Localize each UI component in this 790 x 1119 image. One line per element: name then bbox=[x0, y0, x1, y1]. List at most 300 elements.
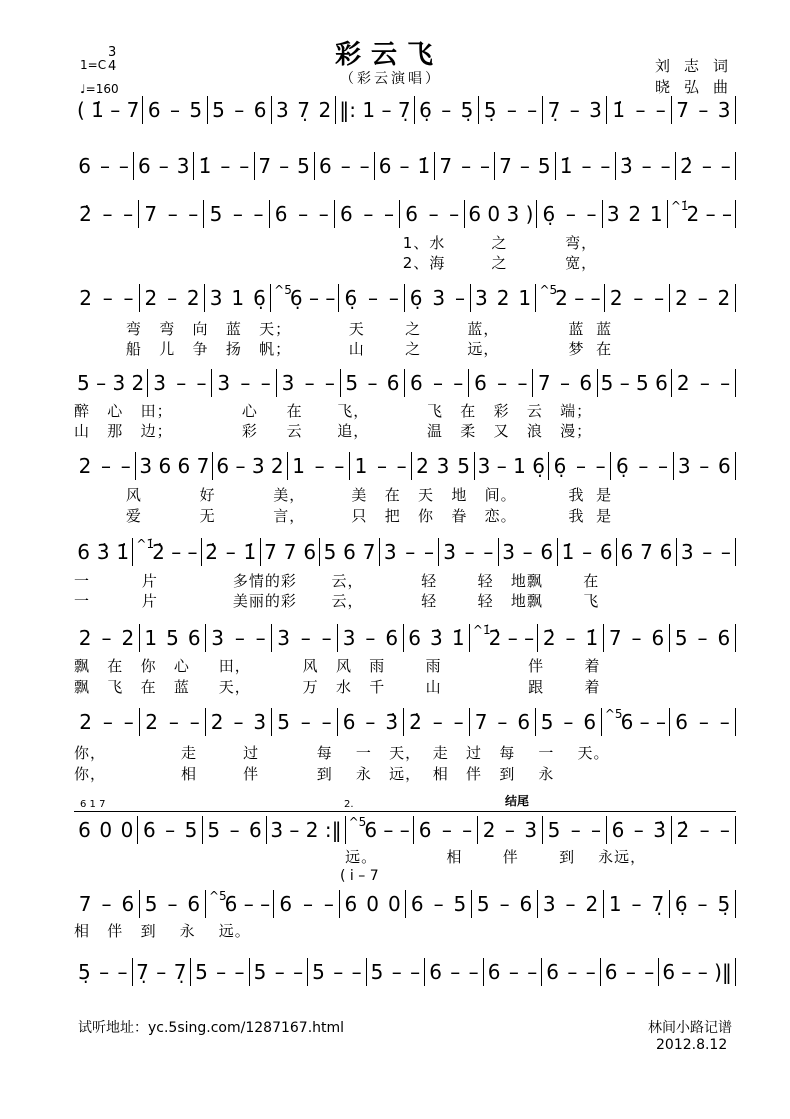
note: 5 bbox=[540, 710, 560, 734]
lyric-line: 飘 在 你 心 田， 风 风 雨 雨 伴 着 bbox=[74, 657, 601, 675]
note: 6 bbox=[579, 371, 593, 395]
measure bbox=[74, 816, 138, 844]
song-title: 彩云飞 bbox=[335, 40, 444, 70]
note: 6 bbox=[429, 960, 449, 984]
measure bbox=[74, 538, 133, 566]
note: 5 bbox=[277, 710, 297, 734]
note: – bbox=[595, 454, 606, 478]
measure bbox=[336, 96, 414, 124]
note: – bbox=[351, 960, 362, 984]
grace-note: ^5 bbox=[604, 707, 623, 721]
note: – bbox=[560, 371, 577, 395]
music-row bbox=[74, 152, 736, 180]
measure bbox=[670, 890, 736, 918]
note: ‖: bbox=[339, 98, 363, 122]
note: 2 bbox=[79, 710, 99, 734]
note: 6 bbox=[342, 710, 362, 734]
measure bbox=[277, 369, 341, 397]
note: 5 bbox=[189, 98, 203, 122]
measure bbox=[380, 538, 439, 566]
note: 2̇ bbox=[79, 202, 99, 226]
note: 7 bbox=[439, 154, 459, 178]
measure bbox=[203, 816, 267, 844]
measure bbox=[415, 96, 479, 124]
note: 2 bbox=[78, 454, 98, 478]
note: 5 bbox=[207, 818, 227, 842]
note: 6̣ bbox=[253, 286, 266, 310]
measure bbox=[549, 452, 611, 480]
note: 6 bbox=[474, 371, 494, 395]
note: 5 bbox=[144, 892, 164, 916]
note: 2 bbox=[121, 626, 135, 650]
note: 2 bbox=[717, 286, 731, 310]
note: 7 bbox=[499, 154, 519, 178]
note: 5 bbox=[547, 818, 567, 842]
measure bbox=[672, 816, 736, 844]
note: 1̇ bbox=[116, 540, 130, 564]
note: 6 bbox=[216, 454, 236, 478]
note: 6 bbox=[418, 818, 438, 842]
note: – bbox=[464, 540, 482, 564]
measure bbox=[148, 369, 212, 397]
measure bbox=[405, 369, 469, 397]
note: 6̣ bbox=[615, 454, 636, 478]
measure bbox=[543, 96, 607, 124]
note: 5 bbox=[457, 454, 470, 478]
time-signature bbox=[108, 46, 116, 74]
note: – bbox=[156, 960, 173, 984]
lyric-line: 2、海 之 宽， bbox=[74, 254, 598, 272]
measure bbox=[404, 624, 470, 652]
measure bbox=[598, 369, 672, 397]
note: 1 bbox=[362, 98, 382, 122]
note: – bbox=[483, 540, 494, 564]
note: – bbox=[302, 892, 320, 916]
lyric-line: 弯 弯 向 蓝 天； 天 之 蓝， 蓝 蓝 bbox=[74, 320, 613, 338]
measure bbox=[308, 958, 367, 986]
note: 2 bbox=[628, 202, 648, 226]
measure bbox=[338, 708, 404, 736]
note: – bbox=[590, 286, 601, 310]
note: – bbox=[410, 960, 421, 984]
note: – bbox=[189, 710, 200, 734]
note: – bbox=[698, 710, 716, 734]
note: 2 bbox=[675, 286, 695, 310]
note: 2 bbox=[609, 286, 629, 310]
tempo-mark: ♩=160 bbox=[80, 82, 119, 96]
note: – bbox=[655, 98, 666, 122]
measure bbox=[469, 369, 533, 397]
note: 6 bbox=[274, 202, 294, 226]
note: 2 bbox=[676, 371, 696, 395]
note: 3 bbox=[383, 540, 403, 564]
note: 2 bbox=[186, 286, 200, 310]
note: 2̇ bbox=[409, 710, 429, 734]
note: – bbox=[432, 371, 450, 395]
note: – bbox=[565, 202, 583, 226]
note: – bbox=[120, 454, 131, 478]
lyric-line: 飘 飞 在 蓝 天， 万 水 千 山 跟 着 bbox=[74, 678, 601, 696]
note: 2 bbox=[585, 892, 599, 916]
note: 3 bbox=[502, 540, 522, 564]
note: 7 bbox=[362, 540, 376, 564]
note: 6 bbox=[405, 202, 425, 226]
note: 7 bbox=[196, 454, 210, 478]
note: – bbox=[433, 892, 450, 916]
note: – bbox=[591, 818, 602, 842]
measure bbox=[341, 369, 405, 397]
note: 6 bbox=[158, 454, 178, 478]
note: 3 bbox=[542, 892, 562, 916]
note: 6 bbox=[147, 98, 167, 122]
volta-notes: 6 1 7 bbox=[80, 799, 106, 810]
music-row bbox=[74, 958, 736, 986]
note: – bbox=[99, 154, 117, 178]
note: – bbox=[300, 626, 318, 650]
note: – bbox=[449, 202, 460, 226]
note: – bbox=[289, 818, 306, 842]
note: – bbox=[517, 371, 528, 395]
note: 6̣ bbox=[344, 286, 364, 310]
note: 6̣ bbox=[542, 202, 562, 226]
music-row bbox=[74, 284, 736, 312]
measure bbox=[668, 200, 736, 228]
note: 3 bbox=[717, 98, 731, 122]
note: – bbox=[719, 710, 730, 734]
note: – bbox=[720, 371, 731, 395]
note: 6̣ bbox=[419, 98, 439, 122]
lyric-line: 一 片 多情的彩 云， 轻 轻 地飘 在 bbox=[74, 572, 600, 590]
lyric-line: 爱 无 言， 只 把 你 眷 恋。 我 是 bbox=[74, 507, 613, 525]
note: 5 bbox=[166, 626, 186, 650]
note: 2 bbox=[210, 710, 230, 734]
note: 2 bbox=[145, 710, 165, 734]
note: 3 bbox=[270, 818, 290, 842]
measure bbox=[672, 369, 736, 397]
measure bbox=[556, 152, 616, 180]
measure bbox=[74, 890, 140, 918]
note: – bbox=[585, 960, 596, 984]
grace-note: ^1̇ bbox=[136, 537, 155, 551]
note: 6 bbox=[78, 818, 98, 842]
note: – bbox=[365, 710, 382, 734]
note: 2 bbox=[78, 626, 98, 650]
note: 0 bbox=[388, 892, 401, 916]
note: – bbox=[633, 286, 650, 310]
note: 2 bbox=[144, 286, 164, 310]
note: 3 bbox=[506, 202, 526, 226]
note: – bbox=[253, 202, 264, 226]
note: – bbox=[633, 818, 651, 842]
note: – bbox=[102, 710, 120, 734]
note: – bbox=[110, 98, 127, 122]
note: – bbox=[101, 454, 118, 478]
measure bbox=[140, 708, 206, 736]
note: 6 bbox=[651, 626, 665, 650]
note: – bbox=[235, 454, 252, 478]
note: 3 bbox=[277, 626, 297, 650]
grace-note: ^5 bbox=[274, 283, 292, 297]
measure bbox=[367, 958, 426, 986]
measure bbox=[611, 452, 673, 480]
note: – bbox=[660, 154, 671, 178]
coda-label: 结尾 bbox=[505, 794, 530, 808]
note: 5 bbox=[674, 626, 694, 650]
measure bbox=[616, 152, 676, 180]
note: – bbox=[705, 202, 722, 226]
measure bbox=[140, 890, 206, 918]
note: – bbox=[565, 626, 582, 650]
note: – bbox=[234, 960, 245, 984]
measure bbox=[412, 452, 474, 480]
note: – bbox=[644, 960, 655, 984]
note: – bbox=[654, 286, 665, 310]
note: 3 bbox=[475, 286, 495, 310]
note: 5̣ bbox=[483, 98, 503, 122]
note: 3̇ bbox=[385, 710, 399, 734]
measure bbox=[607, 96, 671, 124]
measure bbox=[335, 200, 400, 228]
note: – bbox=[639, 710, 657, 734]
note: 3 bbox=[217, 371, 237, 395]
note: 6 bbox=[385, 626, 399, 650]
note: 5 bbox=[370, 960, 390, 984]
note: 6̣ bbox=[532, 454, 545, 478]
note: 2 bbox=[79, 286, 99, 310]
note: – bbox=[575, 454, 593, 478]
note: 1 bbox=[518, 286, 532, 310]
note: 5 bbox=[345, 371, 365, 395]
music-row bbox=[74, 708, 736, 736]
note: 6 bbox=[279, 892, 299, 916]
note: 3 bbox=[112, 371, 132, 395]
measure bbox=[140, 284, 206, 312]
note: 5 bbox=[209, 202, 229, 226]
note: 2̇ bbox=[680, 154, 700, 178]
grace-note: ^5 bbox=[539, 283, 558, 297]
note: 6̣ bbox=[289, 286, 309, 310]
note: – bbox=[508, 960, 526, 984]
note: 6 bbox=[487, 960, 507, 984]
measure bbox=[138, 816, 202, 844]
note: – bbox=[171, 540, 188, 564]
note: – bbox=[101, 892, 118, 916]
note: 0 bbox=[366, 892, 386, 916]
note: – bbox=[619, 371, 637, 395]
measure bbox=[272, 624, 338, 652]
note: )‖ bbox=[714, 960, 732, 984]
note: – bbox=[497, 710, 514, 734]
note: – bbox=[167, 892, 184, 916]
measure bbox=[206, 624, 272, 652]
note: – bbox=[340, 154, 358, 178]
music-row bbox=[74, 200, 736, 228]
note: – bbox=[325, 286, 336, 310]
note: 1̇ bbox=[612, 98, 632, 122]
note: 3̇ bbox=[96, 540, 116, 564]
measure bbox=[472, 890, 538, 918]
note: – bbox=[635, 98, 652, 122]
note: – bbox=[240, 371, 257, 395]
note: 6 bbox=[409, 371, 430, 395]
note: – bbox=[461, 154, 478, 178]
music-row bbox=[74, 624, 736, 652]
note: – bbox=[720, 540, 731, 564]
note: – bbox=[625, 960, 643, 984]
measure bbox=[338, 624, 404, 652]
note: 6 bbox=[343, 540, 363, 564]
note: 2 bbox=[686, 202, 706, 226]
note: 3 bbox=[680, 540, 700, 564]
measure bbox=[406, 890, 472, 918]
note: – bbox=[698, 98, 715, 122]
note: 2̇ bbox=[152, 540, 172, 564]
note: 6 bbox=[319, 154, 339, 178]
note: – bbox=[233, 710, 250, 734]
note: – bbox=[188, 202, 199, 226]
note: 7̣ bbox=[397, 98, 411, 122]
note: 7̣ bbox=[547, 98, 567, 122]
measure bbox=[479, 96, 543, 124]
note: – bbox=[308, 286, 326, 310]
measure bbox=[538, 624, 604, 652]
measure bbox=[140, 624, 206, 652]
note: – bbox=[697, 286, 715, 310]
time-top: 3 bbox=[108, 45, 117, 60]
note: – bbox=[383, 818, 400, 842]
note: 3̇ bbox=[430, 626, 450, 650]
note: 3 bbox=[342, 626, 362, 650]
note: – bbox=[118, 154, 129, 178]
measure bbox=[346, 816, 414, 844]
note: – bbox=[586, 202, 597, 226]
note: 5 bbox=[636, 371, 656, 395]
lyric-line: 船 儿 争 扬 帆； 山 之 远， 梦 在 bbox=[74, 340, 613, 358]
note: 7 bbox=[283, 540, 303, 564]
measure bbox=[74, 624, 140, 652]
note: – bbox=[454, 286, 465, 310]
note: 3 bbox=[209, 286, 229, 310]
measure bbox=[475, 452, 549, 480]
note: 7 bbox=[78, 892, 98, 916]
music-row bbox=[74, 96, 736, 124]
measure bbox=[74, 369, 148, 397]
note: – bbox=[381, 98, 398, 122]
measure bbox=[558, 538, 617, 566]
listen-url: 试听地址：yc.5sing.com/1287167.html bbox=[78, 1020, 345, 1036]
note: 5̣ bbox=[78, 960, 98, 984]
measure bbox=[288, 452, 350, 480]
note: 2 bbox=[270, 454, 284, 478]
measure bbox=[495, 152, 555, 180]
measure bbox=[74, 958, 133, 986]
note: 5 bbox=[600, 371, 620, 395]
measure bbox=[205, 284, 271, 312]
note: 5 bbox=[312, 960, 332, 984]
note: 5 bbox=[184, 818, 198, 842]
note: 1̇ bbox=[417, 154, 431, 178]
note: – bbox=[450, 960, 467, 984]
measure bbox=[617, 538, 676, 566]
note: 0 bbox=[99, 818, 119, 842]
note: – bbox=[298, 202, 315, 226]
note: 3 bbox=[281, 371, 301, 395]
note: – bbox=[243, 892, 261, 916]
note: 3 bbox=[251, 454, 271, 478]
music-row bbox=[74, 816, 736, 844]
grace-note: ^1̇ bbox=[670, 199, 689, 213]
music-row bbox=[74, 538, 736, 566]
note: – bbox=[304, 371, 321, 395]
lyric-line: 你， 走 过 每 一 天， 走 过 每 一 天。 bbox=[74, 744, 610, 762]
measure bbox=[375, 152, 435, 180]
note: – bbox=[519, 154, 537, 178]
note: 6̣ bbox=[409, 286, 429, 310]
measure bbox=[602, 708, 670, 736]
measure bbox=[194, 152, 254, 180]
note: 1̇ bbox=[559, 154, 579, 178]
note: – bbox=[216, 960, 233, 984]
note: – bbox=[699, 818, 716, 842]
measure bbox=[536, 284, 604, 312]
measure bbox=[267, 816, 345, 844]
note: 3 bbox=[606, 202, 626, 226]
note: 6 bbox=[187, 892, 201, 916]
note: 6 bbox=[340, 202, 360, 226]
note: – bbox=[697, 626, 714, 650]
note: 1 bbox=[608, 892, 628, 916]
note: 0 bbox=[120, 818, 134, 842]
note: 6̣ bbox=[674, 892, 694, 916]
measure bbox=[604, 624, 670, 652]
note: 6 bbox=[224, 892, 244, 916]
note: – bbox=[388, 286, 399, 310]
measure bbox=[270, 200, 335, 228]
note: 6 bbox=[410, 892, 430, 916]
measure bbox=[405, 284, 471, 312]
measure bbox=[204, 200, 269, 228]
measure bbox=[134, 152, 194, 180]
note: – bbox=[441, 818, 459, 842]
note: 6 bbox=[540, 540, 554, 564]
measure bbox=[470, 708, 536, 736]
measure bbox=[499, 538, 558, 566]
note: 6 bbox=[519, 892, 533, 916]
note: 6 bbox=[77, 540, 97, 564]
measure bbox=[139, 200, 204, 228]
note: – bbox=[123, 710, 134, 734]
measure bbox=[538, 890, 604, 918]
lyric-line: 你， 相 伴 到 永 远， 相 伴 到 永 bbox=[74, 765, 555, 783]
note: 7 bbox=[474, 710, 494, 734]
note: 3̇ bbox=[619, 154, 640, 178]
measure bbox=[271, 284, 339, 312]
note: – bbox=[507, 626, 525, 650]
note: – bbox=[697, 960, 715, 984]
measure bbox=[133, 538, 201, 566]
note: – bbox=[504, 818, 522, 842]
note: 6 bbox=[121, 892, 135, 916]
note: – bbox=[318, 202, 329, 226]
note: 5 bbox=[297, 154, 310, 178]
measure bbox=[74, 96, 143, 124]
measure bbox=[202, 538, 261, 566]
measure bbox=[74, 284, 140, 312]
note: 3 bbox=[436, 454, 456, 478]
measure bbox=[206, 708, 272, 736]
note: – bbox=[234, 98, 251, 122]
measure bbox=[272, 96, 336, 124]
